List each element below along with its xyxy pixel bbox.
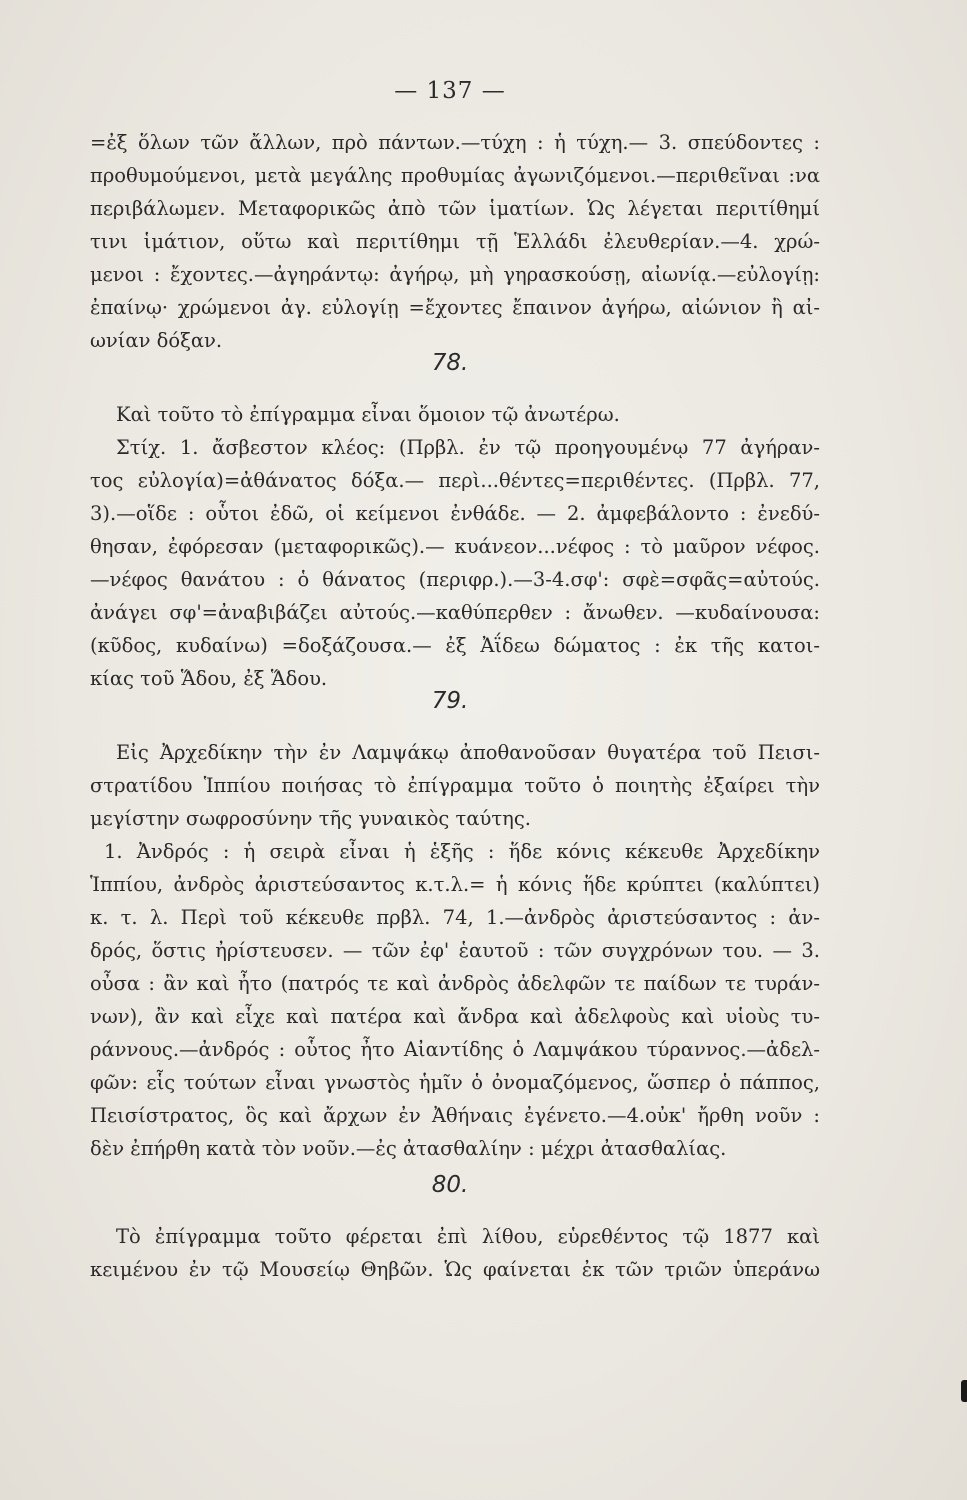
- section-number-79: 79.: [431, 688, 469, 714]
- text-line: ράννους.—ἀνδρός : οὗτος ἦτο Αἰαντίδης ὁ Λαμψάκου τύραννος.—ἀδελ-: [90, 1038, 820, 1061]
- text-line: 1. Ἀνδρός : ἡ σειρὰ εἶναι ἡ ἑξῆς : ἥδε κόνις κέκευθε Ἀρχεδίκην: [104, 840, 820, 863]
- text-line: ἐπαίνῳ· χρώμενοι ἀγ. εὐλογίῃ =ἔχοντες ἔπαινον ἀγήρω, αἰώνιον ἢ αἰ-: [90, 296, 820, 319]
- text-line: 3).—οἵδε : οὗτοι ἐδῶ, οἱ κείμενοι ἐνθάδε. — 2. ἀμφεβάλοντο : ἐνεδύ-: [90, 502, 820, 525]
- text-line: Τὸ ἐπίγραμμα τοῦτο φέρεται ἐπὶ λίθου, εὑρεθέντος τῷ 1877 καὶ: [116, 1225, 820, 1248]
- text-line: Εἰς Ἀρχεδίκην τὴν ἐν Λαμψάκῳ ἀποθανοῦσαν θυγατέρα τοῦ Πεισι-: [116, 741, 820, 764]
- text-line: =ἐξ ὅλων τῶν ἄλλων, πρὸ πάντων.—τύχη : ἡ τύχη.— 3. σπεύδοντες :: [90, 131, 820, 154]
- text-line: μενοι : ἔχοντες.—ἀγηράντῳ: ἀγήρῳ, μὴ γηρασκούσῃ, αἰωνίᾳ.—εὐλογίῃ:: [90, 263, 820, 286]
- commentary-79: [90, 736, 820, 1165]
- text-line: περιβάλωμεν. Μεταφορικῶς ἀπὸ τῶν ἱματίων. Ὡς λέγεται περιτίθημί: [90, 197, 820, 220]
- text-line: τινι ἱμάτιον, οὕτω καὶ περιτίθημι τῇ Ἑλλάδι ἐλευθερίαν.—4. χρώ-: [90, 230, 820, 253]
- text-line: Πεισίστρατος, ὃς καὶ ἄρχων ἐν Ἀθήναις ἐγένετο.—4.οὐκ' ἤρθη νοῦν :: [90, 1104, 820, 1127]
- page-number: — 137 —: [394, 78, 506, 104]
- text-line: ωνίαν δόξαν.: [90, 329, 223, 352]
- text-line: δρός, ὅστις ἠρίστευσεν. — τῶν ἐφ' ἑαυτοῦ : τῶν συγχρόνων του. — 3.: [90, 939, 820, 962]
- text-line: κειμένου ἐν τῷ Μουσείῳ Θηβῶν. Ὡς φαίνεται ἐκ τῶν τριῶν ὑπεράνω: [90, 1258, 820, 1281]
- text-line: Στίχ. 1. ἄσβεστον κλέος: (Πρβλ. ἐν τῷ προηγουμένῳ 77 ἀγήραν-: [116, 436, 820, 459]
- text-line: (κῦδος, κυδαίνω) =δοξάζουσα.— ἐξ Ἀΐδεω δώματος : ἐκ τῆς κατοι-: [90, 634, 820, 657]
- text-line: οὖσα : ἂν καὶ ἦτο (πατρός τε καὶ ἀνδρὸς ἀδελφῶν τε παίδων τε τυράν-: [90, 972, 820, 995]
- commentary-80: [90, 1220, 820, 1286]
- text-line: νων), ἂν καὶ εἶχε καὶ πατέρα καὶ ἄνδρα καὶ ἀδελφοὺς καὶ υἱοὺς τυ-: [90, 1005, 820, 1028]
- text-line: κίας τοῦ Ἅδου, ἐξ Ἅδου.: [90, 667, 328, 690]
- text-line: Καὶ τοῦτο τὸ ἐπίγραμμα εἶναι ὅμοιον τῷ ἀνωτέρω.: [116, 403, 620, 426]
- text-line: κ. τ. λ. Περὶ τοῦ κέκευθε πρβλ. 74, 1.—ἀνδρὸς ἀριστεύσαντος : ἀν-: [90, 906, 820, 929]
- section-number-80: 80.: [431, 1172, 469, 1198]
- page-edge-mark: [961, 1380, 967, 1402]
- text-line: ἀνάγει σφ'=ἀναβιβάζει αὐτούς.—καθύπερθεν : ἄνωθεν. —κυδαίνουσα:: [90, 601, 820, 624]
- commentary-78: [90, 398, 820, 695]
- text-line: —νέφος θανάτου : ὁ θάνατος (περιφρ.).—3-4.σφ': σφὲ=σφᾶς=αὐτούς.: [90, 568, 820, 591]
- text-line: τος εὐλογία)=ἀθάνατος δόξα.— περὶ...θέντες=περιθέντες. (Πρβλ. 77,: [90, 469, 820, 492]
- text-line: δὲν ἐπήρθη κατὰ τὸν νοῦν.—ἐς ἀτασθαλίην : μέχρι ἀτασθαλίας.: [90, 1137, 727, 1160]
- text-line: φῶν: εἷς τούτων εἶναι γνωστὸς ἡμῖν ὁ ὀνομαζόμενος, ὥσπερ ὁ πάππος,: [90, 1071, 820, 1094]
- commentary-continuation: [90, 126, 820, 357]
- text-line: μεγίστην σωφροσύνην τῆς γυναικὸς ταύτης.: [90, 807, 531, 830]
- section-number-78: 78.: [431, 350, 469, 376]
- text-line: Ἱππίου, ἀνδρὸς ἀριστεύσαντος κ.τ.λ.= ἡ κόνις ἥδε κρύπτει (καλύπτει): [90, 873, 820, 896]
- text-line: θησαν, ἐφόρεσαν (μεταφορικῶς).— κυάνεον...νέφος : τὸ μαῦρον νέφος.: [90, 535, 820, 558]
- text-line: στρατίδου Ἱππίου ποιήσας τὸ ἐπίγραμμα τοῦτο ὁ ποιητὴς ἐξαίρει τὴν: [90, 774, 820, 797]
- text-line: προθυμούμενοι, μετὰ μεγάλης προθυμίας ἀγωνιζόμενοι.—περιθεῖναι :να: [90, 164, 820, 187]
